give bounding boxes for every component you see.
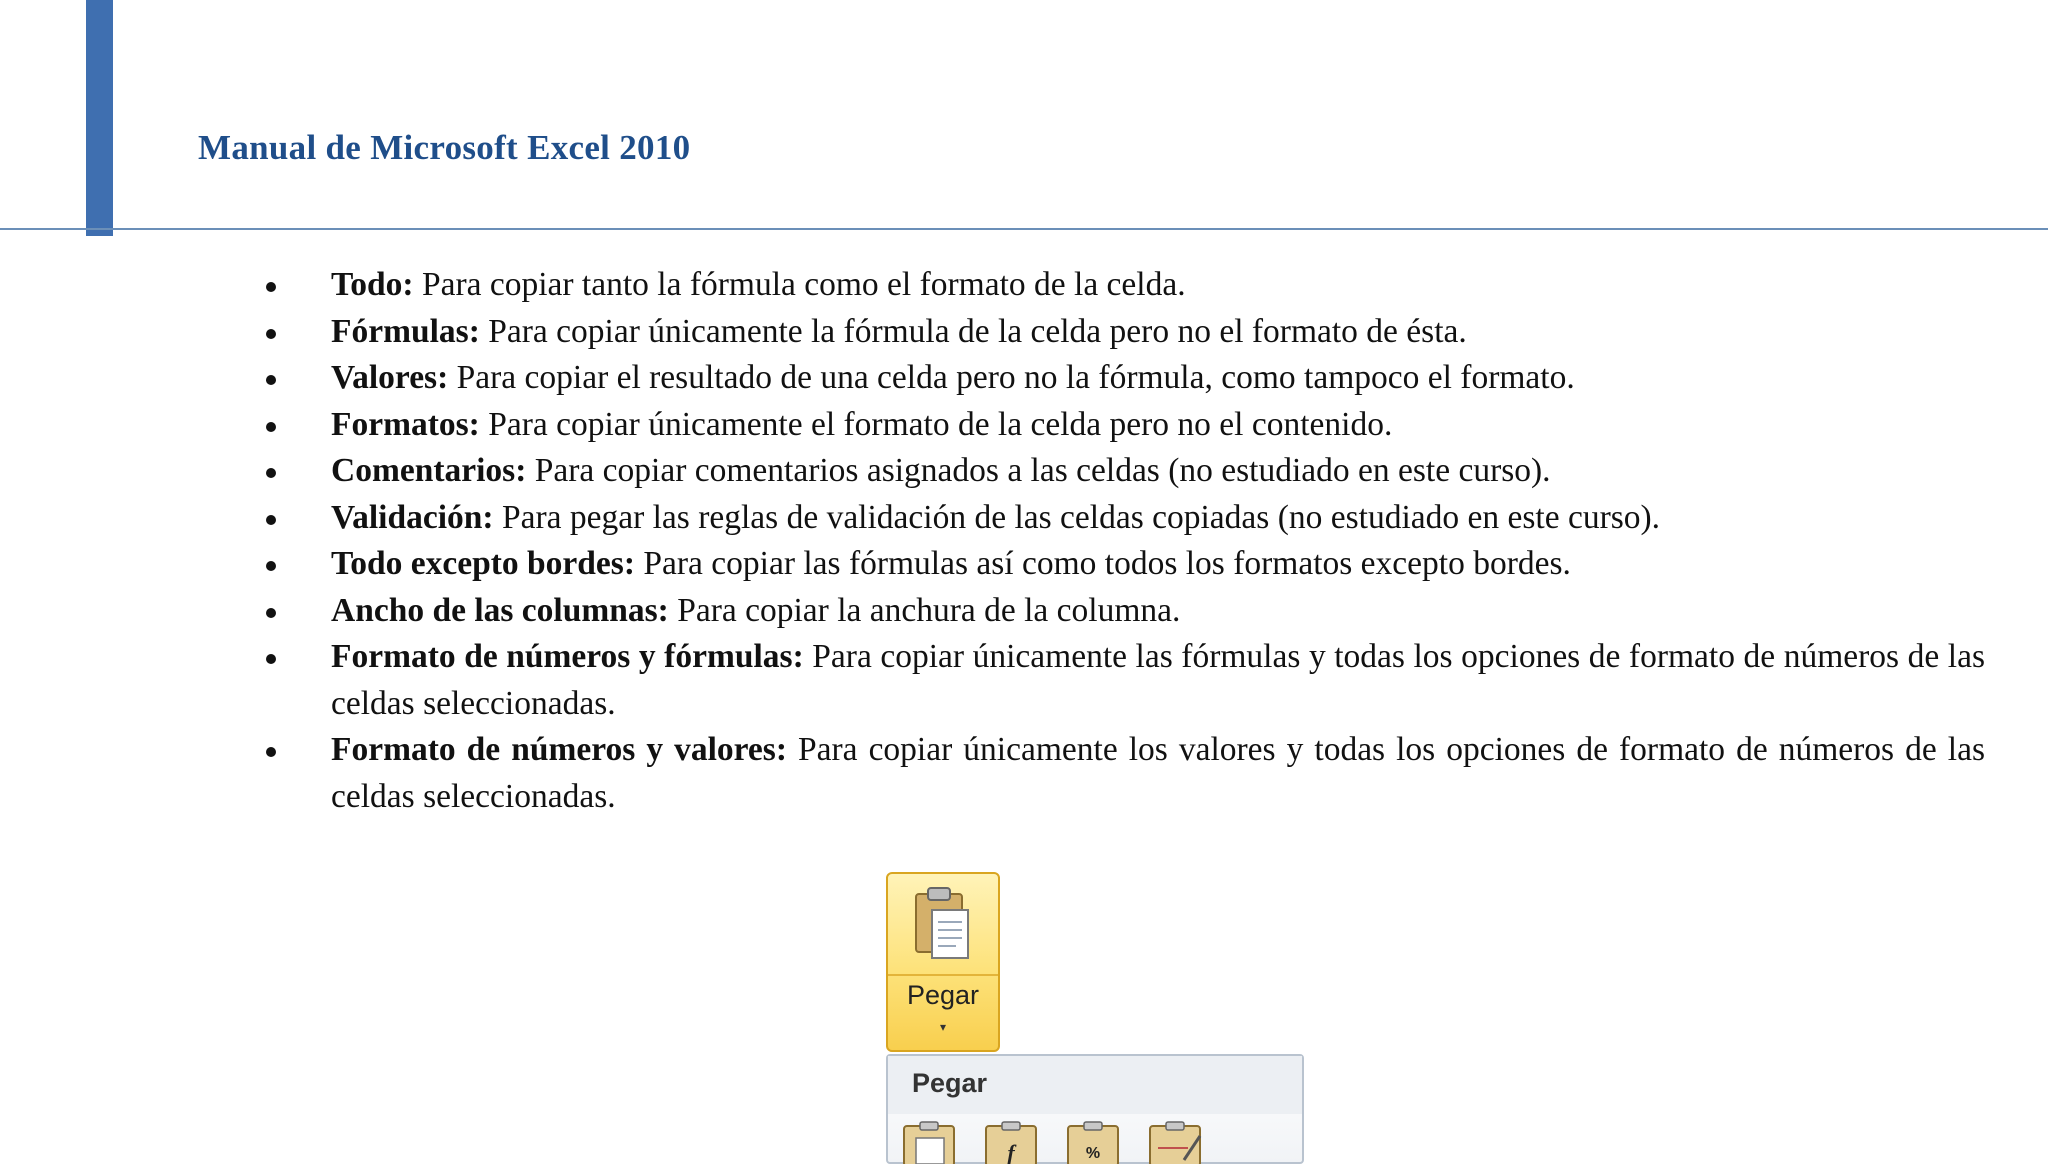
- list-item: [258, 448, 1985, 495]
- list-item: [258, 588, 1985, 635]
- page-header-title: Manual de Microsoft Excel 2010: [198, 128, 691, 167]
- paste-menu-label: Pegar: [912, 1068, 988, 1098]
- svg-text:%: %: [1085, 1145, 1101, 1162]
- bullet-icon: [266, 468, 276, 478]
- option-description: Para copiar únicamente el formato de la celda pero no el contenido.: [479, 405, 1393, 443]
- option-description: Para copiar comentarios asignados a las celdas (no estudiado en este curso).: [526, 452, 1551, 489]
- option-description: Para copiar la anchura de la columna.: [668, 591, 1181, 629]
- bullet-icon: [266, 561, 276, 571]
- paste-formulas-icon[interactable]: [980, 1120, 1042, 1164]
- paste-button-label: Pegar: [906, 980, 980, 1010]
- option-term: Formato de números y valores:: [331, 731, 787, 768]
- list-item: [258, 355, 1985, 402]
- list-item: [258, 727, 1985, 820]
- list-item: [258, 541, 1985, 588]
- paste-options-menu: [886, 1054, 1304, 1164]
- bullet-icon: [266, 375, 276, 385]
- option-term: Validación:: [331, 498, 494, 536]
- paste-button[interactable]: [886, 872, 1000, 1052]
- bullet-icon: [266, 515, 276, 525]
- header-accent-bar: [86, 0, 113, 236]
- paste-formulas-number-format-icon[interactable]: [1062, 1120, 1124, 1164]
- paste-button-divider: [888, 974, 998, 976]
- list-item: [258, 402, 1985, 449]
- option-term: Todo excepto bordes:: [331, 545, 635, 582]
- bullet-icon: [266, 747, 276, 757]
- header-divider: [0, 228, 2048, 230]
- option-term: Todo:: [331, 266, 414, 303]
- option-term: Comentarios:: [331, 452, 527, 489]
- list-item: [258, 634, 1985, 727]
- option-term: Valores:: [331, 359, 449, 396]
- clipboard-icon: [910, 884, 974, 964]
- option-term: Fórmulas:: [331, 312, 480, 350]
- option-description: Para copiar el resultado de una celda pero no la fórmula, como tampoco el formato.: [448, 359, 1575, 396]
- option-description: Para pegar las reglas de validación de las celdas copiadas (no estudiado en este curso).: [493, 498, 1661, 536]
- bullet-icon: [266, 329, 276, 339]
- bullet-icon: [266, 608, 276, 618]
- bullet-icon: [266, 654, 276, 664]
- keep-source-formatting-icon[interactable]: [1144, 1120, 1206, 1164]
- svg-text:f: f: [1007, 1140, 1015, 1164]
- option-description: Para copiar únicamente las fórmulas y todas los opciones de formato de números de las celdas seleccionadas.: [331, 638, 1985, 722]
- option-term: Formato de números y fórmulas:: [331, 638, 804, 675]
- option-term: Ancho de las columnas:: [331, 591, 669, 629]
- option-description: Para copiar tanto la fórmula como el formato de la celda.: [413, 266, 1186, 303]
- bullet-icon: [266, 282, 276, 292]
- option-description: Para copiar únicamente la fórmula de la celda pero no el formato de ésta.: [479, 312, 1467, 350]
- list-item: [258, 495, 1985, 542]
- list-item: [258, 262, 1985, 309]
- option-description: Para copiar únicamente los valores y todas los opciones de formato de números de las celdas seleccionadas.: [331, 731, 1985, 815]
- option-term: Formatos:: [331, 405, 480, 443]
- paste-menu-header: [888, 1056, 1302, 1114]
- paste-icon[interactable]: [898, 1120, 960, 1164]
- chevron-down-icon[interactable]: ▾: [939, 1020, 947, 1034]
- list-item: [258, 309, 1985, 356]
- paste-options-list: [258, 262, 1985, 820]
- bullet-icon: [266, 422, 276, 432]
- option-description: Para copiar las fórmulas así como todos los formatos excepto bordes.: [635, 545, 1571, 582]
